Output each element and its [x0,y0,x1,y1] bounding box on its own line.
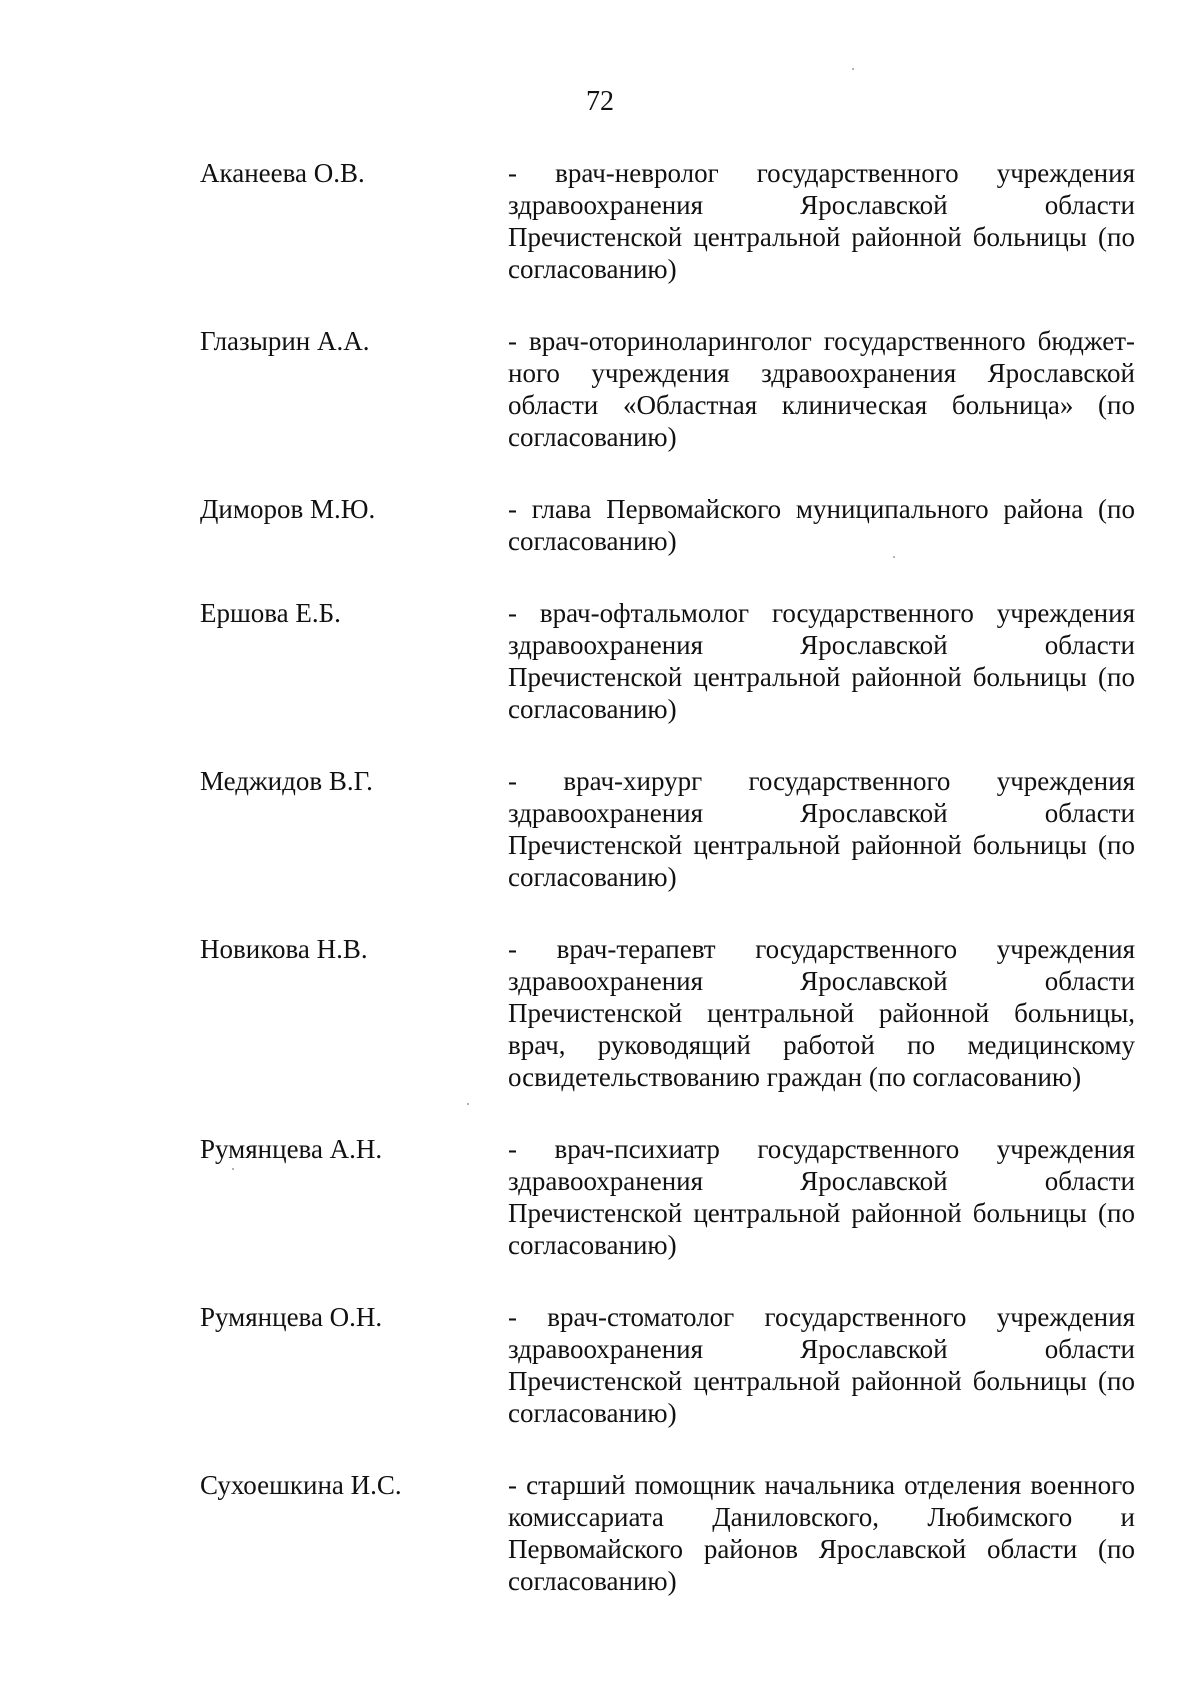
commission-member-list [200,157,1135,1637]
member-name: Аканеева О.В. [200,158,365,188]
member-entry [200,765,1135,893]
member-entry [200,325,1135,453]
member-role: - старший помощник начальника отделения военного комиссариата Даниловского, Любимского и Первомайского районов Ярославской области (по согласованию) [508,1470,1135,1596]
member-name: Ершова Е.Б. [200,598,341,628]
member-name: Сухоешкина И.С. [200,1470,402,1500]
member-name: Новикова Н.В. [200,934,368,964]
scan-speck [232,1168,234,1170]
member-entry [200,1469,1135,1597]
member-role: - врач-хирург государственного учреждения здравоохранения Ярославской области Пречистенской центральной районной больницы (по согласованию) [508,766,1135,892]
member-role: - врач-оториноларинголог государственного бюджетного учреждения здравоохранения Ярославской области «Областная клиническая больница» (по согласованию) [508,326,1135,452]
member-name: Румянцева О.Н. [200,1302,383,1332]
member-role: - врач-психиатр государственного учреждения здравоохранения Ярославской области Пречистенской центральной районной больницы (по согласованию) [508,1134,1135,1260]
member-name: Румянцева А.Н. [200,1134,383,1164]
member-entry [200,157,1135,285]
member-name: Диморов М.Ю. [200,494,376,524]
member-entry [200,1133,1135,1261]
page-number: 72 [586,86,614,117]
scan-speck [467,1103,469,1105]
member-entry [200,933,1135,1093]
member-role: - врач-офтальмолог государственного учреждения здравоохранения Ярославской области Пречистенской центральной районной больницы (по согласованию) [508,598,1135,724]
member-role: - врач-стоматолог государственного учреждения здравоохранения Ярославской области Пречистенской центральной районной больницы (по согласованию) [508,1302,1135,1428]
member-role: - глава Первомайского муниципального района (по согласованию) [508,494,1135,556]
member-role: - врач-невролог государственного учреждения здравоохранения Ярославской области Пречистенской центральной районной больницы (по согласованию) [508,158,1135,284]
member-name: Меджидов В.Г. [200,766,373,796]
scan-speck [893,556,895,558]
member-entry [200,1301,1135,1429]
member-entry [200,493,1135,557]
member-role: - врач-терапевт государственного учреждения здравоохранения Ярославской области Пречистенской центральной районной больницы, врач, руководящий работой по медицинскому освидетельствованию граждан (по согласованию) [508,934,1135,1092]
member-entry [200,597,1135,725]
scan-speck [852,68,854,70]
member-name: Глазырин А.А. [200,326,370,356]
